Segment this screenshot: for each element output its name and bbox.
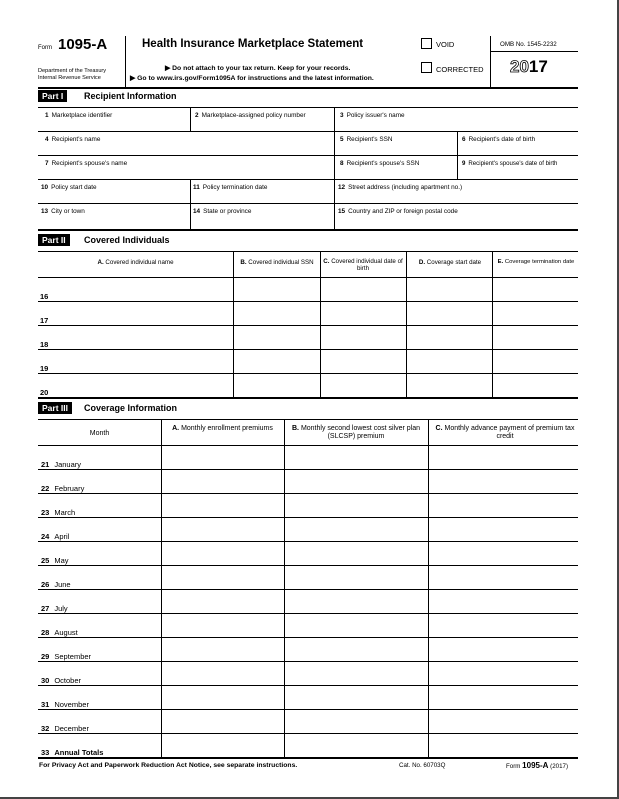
part2-col-c-header: C. Covered individual date of birth (323, 258, 403, 272)
part1-title: Recipient Information (84, 91, 177, 101)
field-10-label[interactable]: 10 Policy start date (41, 184, 97, 191)
part3-col-rule (161, 419, 162, 757)
field-4-label[interactable]: 4 Recipient's name (45, 136, 101, 143)
form-title: Health Insurance Marketplace Statement (142, 38, 364, 50)
month-row-february: 22 February (41, 484, 85, 493)
month-row-september: 29 September (41, 652, 92, 661)
part3-row-rule (38, 637, 578, 638)
footer-form-id: Form 1095-A (2017) (506, 761, 569, 770)
part3-month-header: Month (89, 430, 110, 437)
cat-number: Cat. No. 60703Q (399, 762, 446, 769)
part2-header-rule (38, 277, 578, 278)
field-13-label[interactable]: 13 City or town (41, 208, 85, 215)
part2-row-17: 17 (40, 316, 49, 325)
month-row-july: 27 July (41, 604, 68, 613)
part2-row-16: 16 (40, 292, 49, 301)
part2-bottom-rule (38, 397, 578, 399)
field-9-label[interactable]: 9 Recipient's spouse's date of birth (462, 160, 558, 167)
field-8-label[interactable]: 8 Recipient's spouse's SSN (340, 160, 420, 167)
part3-row-rule (38, 493, 578, 494)
month-row-may: 25 May (41, 556, 69, 565)
header-divider-left (125, 36, 126, 88)
field-11-label[interactable]: 11 Policy termination date (193, 184, 268, 191)
part2-row-rule (38, 373, 578, 374)
part3-header (38, 401, 578, 416)
part3-row-rule (38, 565, 578, 566)
field-7-label[interactable]: 7 Recipient's spouse's name (45, 160, 128, 167)
part3-row-rule (38, 517, 578, 518)
field-15-label[interactable]: 15 Country and ZIP or foreign postal code (338, 208, 458, 215)
month-row-march: 23 March (41, 508, 76, 517)
part2-tag: Part II (38, 234, 70, 246)
part3-title: Coverage Information (84, 403, 178, 413)
part1-col-rule (457, 131, 458, 179)
field-5-label[interactable]: 5 Recipient's SSN (340, 136, 393, 143)
part3-row-rule (38, 709, 578, 710)
part1-col-rule (334, 107, 335, 229)
field-14-label[interactable]: 14 State or province (193, 208, 252, 215)
part2-title: Covered Individuals (84, 235, 170, 245)
month-row-january: 21 January (41, 460, 82, 469)
dept-line1: Department of the Treasury (38, 68, 107, 74)
part2-header (38, 233, 578, 248)
part3-col-rule (284, 419, 285, 757)
form-word: Form (38, 45, 52, 51)
part2-col-b-header: B. Covered individual SSN (240, 259, 314, 266)
dept-line2: Internal Revenue Service (38, 75, 101, 81)
part3-rule-top (38, 419, 578, 420)
corrected-label: CORRECTED (436, 65, 484, 74)
part1-col-rule (190, 107, 191, 131)
part1-col-rule (190, 179, 191, 229)
part3-row-rule (38, 613, 578, 614)
part2-row-18: 18 (40, 340, 49, 349)
part2-col-a-header: A. Covered individual name (97, 259, 174, 266)
part2-col-d-header: D. Coverage start date (418, 259, 482, 266)
omb-number: OMB No. 1545-2232 (500, 41, 557, 48)
part3-tag: Part III (38, 402, 72, 414)
field-12-label[interactable]: 12 Street address (including apartment no.) (338, 184, 463, 191)
part2-col-rule (233, 251, 234, 397)
part3-col-rule (428, 419, 429, 757)
privacy-notice: For Privacy Act and Paperwork Reduction Act Notice, see separate instructions. (39, 762, 298, 769)
part3-row-rule (38, 589, 578, 590)
month-row-october: 30 October (41, 676, 82, 685)
header-divider-right (490, 36, 491, 88)
part1-row-rule (38, 203, 578, 204)
field-1-label[interactable]: 1 Marketplace identifier (45, 112, 113, 119)
part1-tag: Part I (38, 90, 67, 102)
part3-row-rule (38, 469, 578, 470)
part2-col-rule (406, 251, 407, 397)
month-row-annual-totals: 33 Annual Totals (41, 748, 104, 757)
part3-col-c-header: C. Monthly advance payment of premium tax credit (435, 425, 575, 440)
void-label: VOID (436, 40, 455, 49)
part1-row-rule (38, 155, 578, 156)
part1-rule-top (38, 107, 578, 108)
field-2-label[interactable]: 2 Marketplace-assigned policy number (195, 112, 306, 119)
part2-row-rule (38, 301, 578, 302)
part3-col-a-header: A. Monthly enrollment premiums (172, 425, 273, 432)
part2-row-rule (38, 325, 578, 326)
field-3-label[interactable]: 3 Policy issuer's name (340, 112, 405, 119)
month-row-april: 24 April (41, 532, 70, 541)
part2-rule-top (38, 251, 578, 252)
part2-col-rule (492, 251, 493, 397)
part2-row-rule (38, 349, 578, 350)
part2-row-19: 19 (40, 364, 49, 373)
part3-col-b-header: B. Monthly second lowest cost silver plan (SLCSP) premium (291, 425, 420, 440)
month-row-august: 28 August (41, 628, 78, 637)
part1-bottom-rule (38, 229, 578, 231)
part3-row-rule (38, 733, 578, 734)
tax-year (510, 58, 548, 76)
month-row-november: 31 November (41, 700, 89, 709)
month-row-december: 32 December (41, 724, 89, 733)
part3-row-rule (38, 541, 578, 542)
part3-row-rule (38, 661, 578, 662)
form-number: 1095-A (58, 36, 108, 53)
part1-header (38, 89, 578, 104)
year-suffix: 17 (528, 57, 548, 76)
omb-divider (490, 51, 578, 52)
field-6-label[interactable]: 6 Recipient's date of birth (462, 136, 536, 143)
part3-bottom-rule (38, 757, 578, 759)
part2-col-e-header: E. Coverage termination date (497, 259, 575, 265)
instruction-1: ▶ Do not attach to your tax return. Keep for your records. (165, 65, 351, 72)
instruction-2: ▶ Go to www.irs.gov/Form1095A for instructions and the latest information. (130, 75, 374, 82)
part1-row-rule (38, 179, 578, 180)
part3-row-rule (38, 685, 578, 686)
void-checkbox[interactable] (421, 38, 432, 49)
part3-header-rule (38, 445, 578, 446)
part1-row-rule (38, 131, 578, 132)
corrected-checkbox[interactable] (421, 62, 432, 73)
year-prefix: 20 (510, 57, 529, 76)
month-row-june: 26 June (41, 580, 71, 589)
part2-col-rule (320, 251, 321, 397)
part2-row-20: 20 (40, 388, 49, 397)
